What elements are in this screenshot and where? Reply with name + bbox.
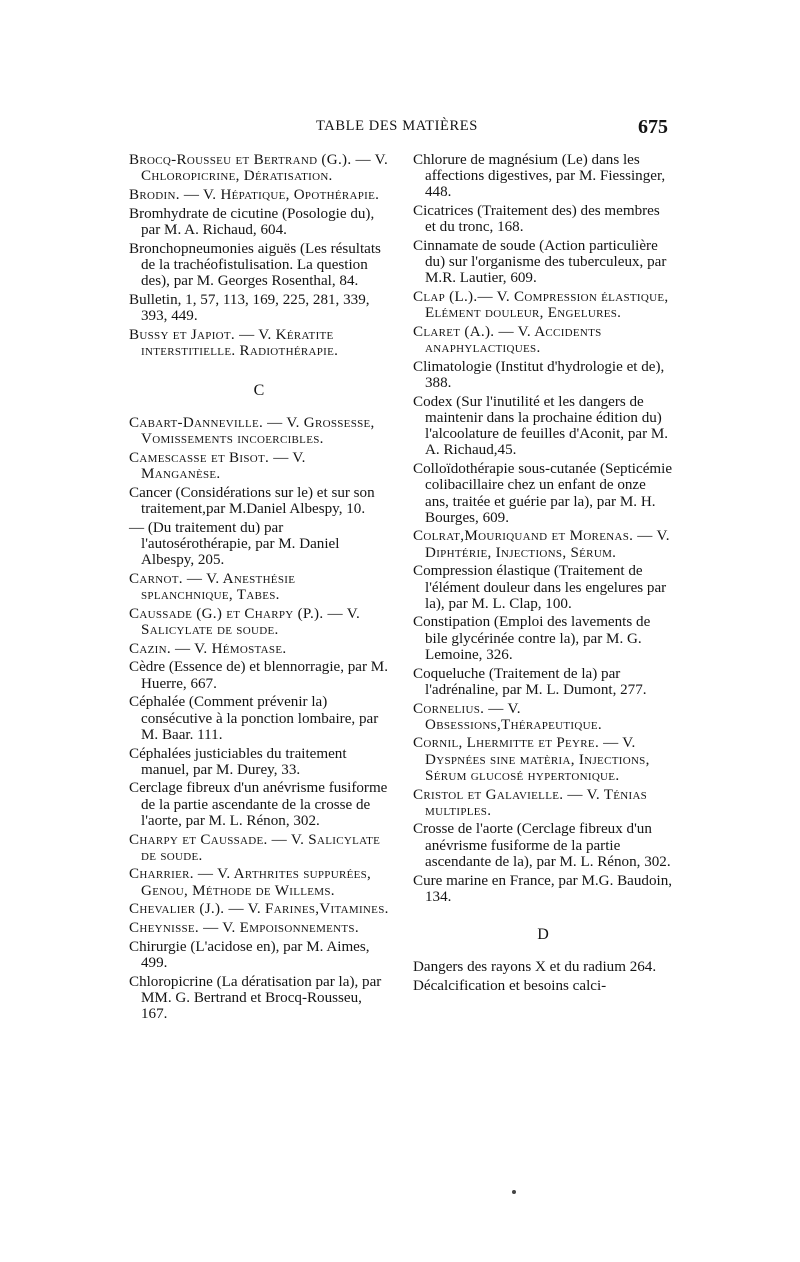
left-column [129,152,389,1025]
index-entry: Bronchopneumonies aiguës (Les résultats de la trachéofistulisation. La question des), par M. Georges Rosenthal, 84. [129,240,381,289]
index-entry: — (Du traitement du) par l'autosérothérapie, par M. Daniel Albespy, 205. [129,519,340,569]
index-entry: Compression élastique (Traitement de l'élément douleur dans les engelures par la), par M. L. Clap, 100. [413,563,667,612]
index-entry: Charpy et Caussade. — V. Salicylate de soude. [129,831,381,864]
index-entry: Cornil, Lhermitte et Peyre. — V. Dyspnées sine matèria, Injections, Sérum glucosé hypertonique. [413,735,650,784]
index-entry: Décalcification et besoins calci- [413,977,607,994]
index-entry: Crosse de l'aorte (Cerclage fibreux d'un anévrisme fusiforme de la partie ascendante de la), par M. L. Rénon, 302. [413,821,671,870]
index-entry: Coqueluche (Traitement de la) par l'adrénaline, par M. L. Dumont, 277. [413,665,647,698]
index-entry: Cèdre (Essence de) et blennorragie, par M. Huerre, 667. [129,659,388,692]
index-entry: Bromhydrate de cicutine (Posologie du), par M. A. Richaud, 604. [129,205,375,238]
index-entry: Chloropicrine (La dératisation par la), par MM. G. Bertrand et Brocq-Rousseu, 167. [129,973,382,1023]
section-letter-c: C [253,381,265,399]
index-entry: Chevalier (J.). — V. Farines,Vitamines. [129,901,389,918]
index-entry: Cristol et Galavielle. — V. Ténias multiples. [413,786,648,819]
index-entry: Codex (Sur l'inutilité et les dangers de maintenir dans la prochaine édition du) l'alcoolature de feuilles d'Aconit, par M. A. Richaud,45. [413,393,669,459]
index-entry: Cornelius. — V. Obsessions,Thérapeutique. [413,700,602,733]
running-title: TABLE DES MATIÈRES [316,118,478,134]
index-entry: Cure marine en France, par M.G. Baudoin, 134. [413,872,673,905]
section-letter-d: D [537,925,549,943]
index-entry: Cancer (Considérations sur le) et sur son traitement,par M.Daniel Albespy, 10. [129,484,375,518]
index-entry: Cerclage fibreux d'un anévrisme fusiforme de la partie ascendante de la crosse de l'aorte, par M. L. Rénon, 302. [129,780,388,829]
index-entry: Chirurgie (L'acidose en), par M. Aimes, 499. [129,938,370,971]
index-entry: Cicatrices (Traitement des) des membres et du tronc, 168. [413,203,660,236]
index-entry: Colrat,Mouriquand et Morenas. — V. Diphtérie, Injections, Sérum. [413,528,670,561]
index-entry: Clap (L.).— V. Compression élastique, Elément douleur, Engelures. [413,289,669,322]
index-entry: Camescasse et Bisot. — V. Manganèse. [129,450,306,483]
index-entry: Climatologie (Institut d'hydrologie et de), 388. [413,358,665,392]
index-entry: Constipation (Emploi des lavements de bile glycérinée contre la), par M. G. Lemoine, 326. [413,614,651,663]
index-entry: Cabart-Danneville. — V. Grossesse, Vomissements incoercibles. [129,415,375,448]
index-entry: Bulletin, 1, 57, 113, 169, 225, 281, 339, 393, 449. [129,291,370,324]
index-entry: Claret (A.). — V. Accidents anaphylactiques. [413,324,602,357]
index-entry: Bussy et Japiot. — V. Kératite interstitielle. Radiothérapie. [129,326,339,359]
index-entry: Brodin. — V. Hépatique, Opothérapie. [129,186,380,203]
index-entry: Dangers des rayons X et du radium 264. [413,959,657,976]
index-entry: Carnot. — V. Anesthésie splanchnique, Tabes. [129,570,296,604]
right-column [413,152,673,997]
index-entry: Colloïdothérapie sous-cutanée (Septicémie colibacillaire chez un enfant de onze ans, traitée et guérie par la), par M. H. Bourges, 609. [413,461,673,526]
index-entry: Caussade (G.) et Charpy (P.). — V. Salicylate de soude. [129,605,361,639]
index-entry: Cinnamate de soude (Action particulière du) sur l'organisme des tuberculeux, par M.R. Lautier, 609. [413,238,667,287]
running-header [0,116,800,142]
index-entry: Charrier. — V. Arthrites suppurées, Genou, Méthode de Willems. [129,866,372,899]
index-entry: Cheynisse. — V. Empoisonnements. [129,920,359,937]
ink-speck [512,1190,516,1194]
index-entry: Cazin. — V. Hémostase. [129,640,287,657]
index-entry: Céphalées justiciables du traitement manuel, par M. Durey, 33. [129,745,347,778]
index-entry: Chlorure de magnésium (Le) dans les affections digestives, par M. Fiessinger, 448. [413,152,666,201]
index-entry: Céphalée (Comment prévenir la) consécutive à la ponction lombaire, par M. Baar. 111. [129,694,379,743]
page-number: 675 [638,116,668,138]
index-entry: Brocq-Rousseu et Bertrand (G.). — V. Chloropicrine, Dératisation. [129,152,389,185]
